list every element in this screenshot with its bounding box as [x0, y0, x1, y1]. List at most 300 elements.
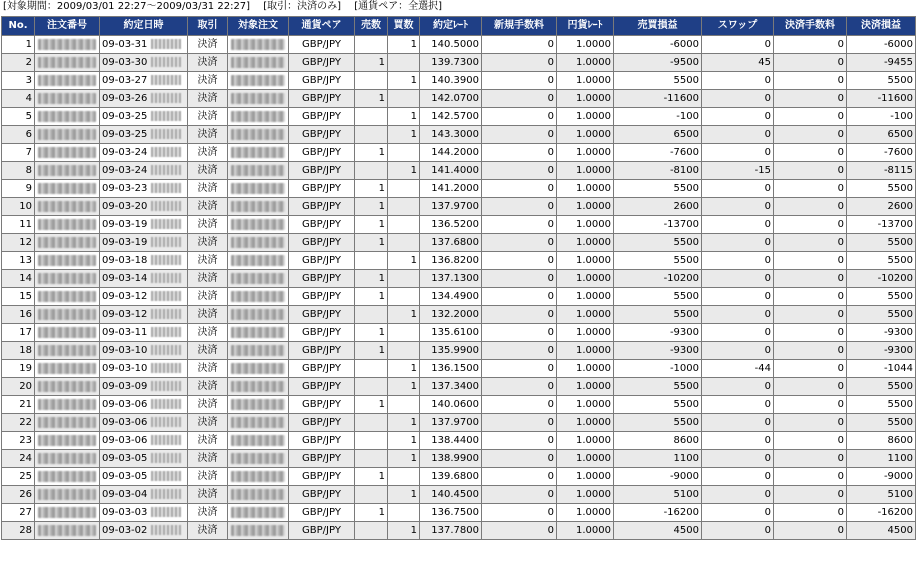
redacted-value: [38, 525, 96, 536]
redacted-value: [231, 255, 285, 266]
cell-target-order-redacted: [228, 468, 289, 486]
cell-sell-qty: [355, 486, 388, 504]
cell-target-order-redacted: [228, 306, 289, 324]
exec-date: 09-03-05: [102, 471, 148, 482]
cell-swap: 0: [702, 288, 774, 306]
table-row[interactable]: [2, 522, 916, 540]
cell-yen-rate: 1.0000: [557, 342, 614, 360]
cell-exec-datetime: [100, 252, 188, 270]
cell-swap: 0: [702, 252, 774, 270]
exec-date: 09-03-09: [102, 381, 148, 392]
cell-target-order-redacted: [228, 90, 289, 108]
cell-close-fee: 0: [774, 72, 847, 90]
table-row[interactable]: [2, 342, 916, 360]
cell-exec-datetime: [100, 234, 188, 252]
cell-exec-datetime: [100, 504, 188, 522]
cell-exec-datetime: [100, 450, 188, 468]
cell-yen-rate: 1.0000: [557, 72, 614, 90]
exec-date: 09-03-03: [102, 507, 148, 518]
table-row[interactable]: [2, 306, 916, 324]
cell-buy-qty: [388, 54, 420, 72]
cell-buy-qty: [388, 324, 420, 342]
exec-date: 09-03-27: [102, 75, 148, 86]
cell-sell-qty: [355, 378, 388, 396]
cell-target-order-redacted: [228, 216, 289, 234]
cell-trade-type: 決済: [188, 324, 228, 342]
redacted-value: [231, 435, 285, 446]
cell-swap: 0: [702, 486, 774, 504]
cell-exec-datetime: [100, 198, 188, 216]
cell-target-order-redacted: [228, 378, 289, 396]
col-header-trade-pl[interactable]: 売買損益: [614, 17, 702, 36]
col-header-settle-pl[interactable]: 決済損益: [847, 17, 916, 36]
header-row: [2, 17, 916, 36]
redacted-time: [151, 111, 181, 121]
table-row[interactable]: [2, 288, 916, 306]
cell-settle-pl: -1044: [847, 360, 916, 378]
cell-swap: 0: [702, 270, 774, 288]
cell-exec-datetime: [100, 378, 188, 396]
cell-trade-pl: 5500: [614, 306, 702, 324]
cell-exec-datetime: [100, 270, 188, 288]
exec-date: 09-03-19: [102, 219, 148, 230]
cell-pair: GBP/JPY: [289, 144, 355, 162]
cell-no: 23: [2, 432, 35, 450]
cell-settle-pl: 5500: [847, 180, 916, 198]
table-row[interactable]: [2, 216, 916, 234]
cell-exec-rate: 136.1500: [420, 360, 482, 378]
col-header-buy-qty[interactable]: 買数: [388, 17, 420, 36]
redacted-value: [231, 183, 285, 194]
cell-exec-rate: 137.9700: [420, 198, 482, 216]
cell-pair: GBP/JPY: [289, 432, 355, 450]
redacted-value: [231, 453, 285, 464]
cell-swap: 0: [702, 342, 774, 360]
exec-date: 09-03-12: [102, 291, 148, 302]
redacted-time: [151, 147, 181, 157]
cell-buy-qty: [388, 288, 420, 306]
cell-buy-qty: [388, 468, 420, 486]
cell-open-fee: 0: [482, 504, 557, 522]
cell-settle-pl: -10200: [847, 270, 916, 288]
cell-order-id-redacted: [35, 342, 100, 360]
cell-exec-rate: 136.7500: [420, 504, 482, 522]
cell-order-id-redacted: [35, 90, 100, 108]
exec-date: 09-03-06: [102, 435, 148, 446]
cell-yen-rate: 1.0000: [557, 54, 614, 72]
cell-pair: GBP/JPY: [289, 234, 355, 252]
table-row[interactable]: [2, 72, 916, 90]
cell-close-fee: 0: [774, 162, 847, 180]
cell-exec-rate: 138.9900: [420, 450, 482, 468]
cell-open-fee: 0: [482, 162, 557, 180]
cell-pair: GBP/JPY: [289, 36, 355, 54]
cell-close-fee: 0: [774, 324, 847, 342]
cell-order-id-redacted: [35, 306, 100, 324]
redacted-value: [231, 93, 285, 104]
cell-pair: GBP/JPY: [289, 360, 355, 378]
col-header-exec-rate[interactable]: 約定ﾚｰﾄ: [420, 17, 482, 36]
cell-target-order-redacted: [228, 198, 289, 216]
period-label: [対象期間：2009/03/01 22:27～2009/03/31 22:27]: [3, 1, 251, 12]
table-row[interactable]: [2, 252, 916, 270]
redacted-value: [38, 453, 96, 464]
cell-trade-pl: 5500: [614, 72, 702, 90]
redacted-value: [231, 165, 285, 176]
cell-settle-pl: -100: [847, 108, 916, 126]
cell-open-fee: 0: [482, 468, 557, 486]
cell-swap: -44: [702, 360, 774, 378]
cell-sell-qty: 1: [355, 288, 388, 306]
cell-exec-datetime: [100, 414, 188, 432]
redacted-value: [231, 363, 285, 374]
table-row[interactable]: [2, 270, 916, 288]
cell-buy-qty: [388, 396, 420, 414]
cell-open-fee: 0: [482, 216, 557, 234]
cell-close-fee: 0: [774, 360, 847, 378]
cell-exec-datetime: [100, 288, 188, 306]
cell-close-fee: 0: [774, 450, 847, 468]
redacted-value: [38, 291, 96, 302]
cell-yen-rate: 1.0000: [557, 324, 614, 342]
table-row[interactable]: [2, 54, 916, 72]
table-row[interactable]: [2, 234, 916, 252]
cell-swap: 0: [702, 234, 774, 252]
redacted-value: [38, 39, 96, 50]
table-row[interactable]: [2, 90, 916, 108]
cell-order-id-redacted: [35, 522, 100, 540]
cell-settle-pl: 5500: [847, 234, 916, 252]
table-row[interactable]: [2, 360, 916, 378]
cell-no: 10: [2, 198, 35, 216]
table-row[interactable]: [2, 378, 916, 396]
cell-trade-pl: -9300: [614, 324, 702, 342]
col-header-swap[interactable]: スワップ: [702, 17, 774, 36]
redacted-value: [38, 471, 96, 482]
redacted-time: [151, 273, 181, 283]
cell-yen-rate: 1.0000: [557, 378, 614, 396]
cell-trade-type: 決済: [188, 126, 228, 144]
cell-exec-rate: 139.6800: [420, 468, 482, 486]
redacted-value: [231, 507, 285, 518]
cell-swap: 0: [702, 90, 774, 108]
cell-trade-type: 決済: [188, 522, 228, 540]
cell-sell-qty: 1: [355, 270, 388, 288]
cell-pair: GBP/JPY: [289, 450, 355, 468]
cell-open-fee: 0: [482, 432, 557, 450]
exec-date: 09-03-31: [102, 39, 148, 50]
cell-exec-rate: 135.9900: [420, 342, 482, 360]
redacted-value: [38, 111, 96, 122]
cell-exec-datetime: [100, 468, 188, 486]
redacted-value: [38, 93, 96, 104]
cell-pair: GBP/JPY: [289, 342, 355, 360]
cell-order-id-redacted: [35, 180, 100, 198]
cell-settle-pl: 1100: [847, 450, 916, 468]
redacted-value: [231, 489, 285, 500]
cell-buy-qty: 1: [388, 486, 420, 504]
cell-trade-type: 決済: [188, 504, 228, 522]
cell-exec-rate: 137.1300: [420, 270, 482, 288]
redacted-time: [151, 471, 181, 481]
redacted-value: [38, 381, 96, 392]
redacted-value: [38, 309, 96, 320]
cell-open-fee: 0: [482, 126, 557, 144]
cell-target-order-redacted: [228, 180, 289, 198]
cell-open-fee: 0: [482, 198, 557, 216]
cell-settle-pl: 6500: [847, 126, 916, 144]
cell-yen-rate: 1.0000: [557, 90, 614, 108]
exec-date: 09-03-12: [102, 309, 148, 320]
cell-exec-rate: 143.3000: [420, 126, 482, 144]
cell-sell-qty: [355, 72, 388, 90]
cell-close-fee: 0: [774, 126, 847, 144]
cell-close-fee: 0: [774, 198, 847, 216]
cell-open-fee: 0: [482, 360, 557, 378]
cell-yen-rate: 1.0000: [557, 36, 614, 54]
cell-yen-rate: 1.0000: [557, 252, 614, 270]
table-row[interactable]: [2, 396, 916, 414]
cell-swap: 0: [702, 504, 774, 522]
cell-sell-qty: [355, 108, 388, 126]
redacted-value: [231, 111, 285, 122]
cell-yen-rate: 1.0000: [557, 450, 614, 468]
col-header-sell-qty[interactable]: 売数: [355, 17, 388, 36]
cell-exec-rate: 137.7800: [420, 522, 482, 540]
cell-order-id-redacted: [35, 162, 100, 180]
cell-yen-rate: 1.0000: [557, 432, 614, 450]
cell-target-order-redacted: [228, 126, 289, 144]
cell-exec-rate: 144.2000: [420, 144, 482, 162]
cell-buy-qty: 1: [388, 522, 420, 540]
cell-sell-qty: [355, 522, 388, 540]
redacted-value: [38, 219, 96, 230]
table-row[interactable]: [2, 180, 916, 198]
redacted-time: [151, 435, 181, 445]
redacted-value: [231, 291, 285, 302]
redacted-value: [231, 57, 285, 68]
redacted-time: [151, 165, 181, 175]
cell-settle-pl: 5500: [847, 414, 916, 432]
cell-trade-pl: -7600: [614, 144, 702, 162]
redacted-time: [151, 39, 181, 49]
cell-settle-pl: 5500: [847, 252, 916, 270]
cell-order-id-redacted: [35, 234, 100, 252]
redacted-time: [151, 417, 181, 427]
cell-swap: 0: [702, 198, 774, 216]
cell-sell-qty: 1: [355, 90, 388, 108]
redacted-value: [38, 507, 96, 518]
cell-exec-datetime: [100, 180, 188, 198]
cell-pair: GBP/JPY: [289, 252, 355, 270]
table-row[interactable]: [2, 162, 916, 180]
table-row[interactable]: [2, 450, 916, 468]
redacted-time: [151, 183, 181, 193]
cell-trade-pl: 5500: [614, 288, 702, 306]
cell-settle-pl: 5500: [847, 396, 916, 414]
cell-exec-rate: 138.4400: [420, 432, 482, 450]
cell-open-fee: 0: [482, 180, 557, 198]
cell-swap: 45: [702, 54, 774, 72]
cell-trade-type: 決済: [188, 216, 228, 234]
cell-exec-datetime: [100, 72, 188, 90]
cell-buy-qty: 1: [388, 72, 420, 90]
cell-yen-rate: 1.0000: [557, 180, 614, 198]
exec-date: 09-03-06: [102, 417, 148, 428]
table-row[interactable]: [2, 144, 916, 162]
col-header-exec-datetime[interactable]: 約定日時: [100, 17, 188, 36]
redacted-time: [151, 129, 181, 139]
table-row[interactable]: [2, 126, 916, 144]
exec-date: 09-03-25: [102, 111, 148, 122]
cell-settle-pl: -16200: [847, 504, 916, 522]
redacted-value: [231, 237, 285, 248]
cell-exec-datetime: [100, 360, 188, 378]
cell-buy-qty: [388, 270, 420, 288]
col-header-no[interactable]: No.: [2, 17, 35, 36]
table-row[interactable]: [2, 504, 916, 522]
cell-trade-type: 決済: [188, 342, 228, 360]
cell-exec-rate: 140.4500: [420, 486, 482, 504]
cell-pair: GBP/JPY: [289, 288, 355, 306]
cell-pair: GBP/JPY: [289, 522, 355, 540]
cell-swap: 0: [702, 468, 774, 486]
col-header-target-order[interactable]: 対象注文: [228, 17, 289, 36]
col-header-close-fee[interactable]: 決済手数料: [774, 17, 847, 36]
cell-trade-pl: -13700: [614, 216, 702, 234]
col-header-yen-rate[interactable]: 円貨ﾚｰﾄ: [557, 17, 614, 36]
redacted-value: [38, 57, 96, 68]
cell-open-fee: 0: [482, 90, 557, 108]
col-header-order-id[interactable]: 注文番号: [35, 17, 100, 36]
redacted-value: [231, 327, 285, 338]
cell-sell-qty: 1: [355, 144, 388, 162]
col-header-open-fee[interactable]: 新規手数料: [482, 17, 557, 36]
cell-order-id-redacted: [35, 450, 100, 468]
cell-buy-qty: 1: [388, 432, 420, 450]
cell-sell-qty: [355, 162, 388, 180]
cell-buy-qty: 1: [388, 360, 420, 378]
cell-exec-datetime: [100, 396, 188, 414]
cell-trade-type: 決済: [188, 198, 228, 216]
exec-date: 09-03-05: [102, 453, 148, 464]
cell-trade-pl: -9500: [614, 54, 702, 72]
cell-buy-qty: [388, 234, 420, 252]
redacted-value: [38, 363, 96, 374]
table-row[interactable]: [2, 432, 916, 450]
cell-sell-qty: [355, 360, 388, 378]
redacted-value: [231, 525, 285, 536]
col-header-pair[interactable]: 通貨ペア: [289, 17, 355, 36]
trade-history-table: [1, 16, 916, 540]
cell-yen-rate: 1.0000: [557, 396, 614, 414]
cell-sell-qty: [355, 306, 388, 324]
cell-settle-pl: -9300: [847, 342, 916, 360]
cell-sell-qty: [355, 450, 388, 468]
cell-settle-pl: -9300: [847, 324, 916, 342]
table-row[interactable]: [2, 486, 916, 504]
cell-trade-type: 決済: [188, 108, 228, 126]
cell-trade-pl: -16200: [614, 504, 702, 522]
cell-open-fee: 0: [482, 234, 557, 252]
cell-trade-pl: 2600: [614, 198, 702, 216]
cell-no: 5: [2, 108, 35, 126]
cell-settle-pl: -11600: [847, 90, 916, 108]
cell-order-id-redacted: [35, 198, 100, 216]
cell-settle-pl: 5500: [847, 378, 916, 396]
col-header-trade-type[interactable]: 取引: [188, 17, 228, 36]
cell-order-id-redacted: [35, 288, 100, 306]
cell-pair: GBP/JPY: [289, 378, 355, 396]
cell-yen-rate: 1.0000: [557, 306, 614, 324]
exec-date: 09-03-26: [102, 93, 148, 104]
redacted-value: [231, 219, 285, 230]
cell-no: 12: [2, 234, 35, 252]
cell-pair: GBP/JPY: [289, 90, 355, 108]
cell-yen-rate: 1.0000: [557, 198, 614, 216]
table-row[interactable]: [2, 198, 916, 216]
table-row[interactable]: [2, 36, 916, 54]
cell-trade-type: 決済: [188, 432, 228, 450]
cell-swap: 0: [702, 432, 774, 450]
table-row[interactable]: [2, 324, 916, 342]
cell-trade-pl: -100: [614, 108, 702, 126]
cell-yen-rate: 1.0000: [557, 270, 614, 288]
cell-order-id-redacted: [35, 126, 100, 144]
cell-exec-rate: 134.4900: [420, 288, 482, 306]
pair-label: [通貨ペア：全選択]: [354, 1, 443, 12]
cell-trade-pl: 4500: [614, 522, 702, 540]
cell-pair: GBP/JPY: [289, 324, 355, 342]
table-row[interactable]: [2, 414, 916, 432]
cell-open-fee: 0: [482, 288, 557, 306]
redacted-value: [38, 399, 96, 410]
redacted-value: [38, 75, 96, 86]
redacted-value: [231, 129, 285, 140]
cell-buy-qty: 1: [388, 306, 420, 324]
cell-close-fee: 0: [774, 432, 847, 450]
cell-exec-datetime: [100, 324, 188, 342]
cell-sell-qty: 1: [355, 396, 388, 414]
cell-exec-datetime: [100, 342, 188, 360]
cell-open-fee: 0: [482, 342, 557, 360]
cell-buy-qty: 1: [388, 108, 420, 126]
cell-exec-rate: 140.0600: [420, 396, 482, 414]
redacted-value: [231, 39, 285, 50]
cell-buy-qty: 1: [388, 252, 420, 270]
exec-date: 09-03-24: [102, 147, 148, 158]
cell-open-fee: 0: [482, 306, 557, 324]
redacted-value: [38, 129, 96, 140]
cell-yen-rate: 1.0000: [557, 126, 614, 144]
cell-no: 28: [2, 522, 35, 540]
cell-settle-pl: 4500: [847, 522, 916, 540]
redacted-value: [38, 273, 96, 284]
table-row[interactable]: [2, 468, 916, 486]
cell-trade-pl: 1100: [614, 450, 702, 468]
table-row[interactable]: [2, 108, 916, 126]
cell-trade-pl: 5100: [614, 486, 702, 504]
cell-target-order-redacted: [228, 36, 289, 54]
cell-sell-qty: [355, 36, 388, 54]
cell-no: 2: [2, 54, 35, 72]
cell-settle-pl: -9000: [847, 468, 916, 486]
redacted-value: [38, 201, 96, 212]
cell-buy-qty: 1: [388, 378, 420, 396]
cell-exec-datetime: [100, 216, 188, 234]
cell-target-order-redacted: [228, 342, 289, 360]
cell-pair: GBP/JPY: [289, 198, 355, 216]
